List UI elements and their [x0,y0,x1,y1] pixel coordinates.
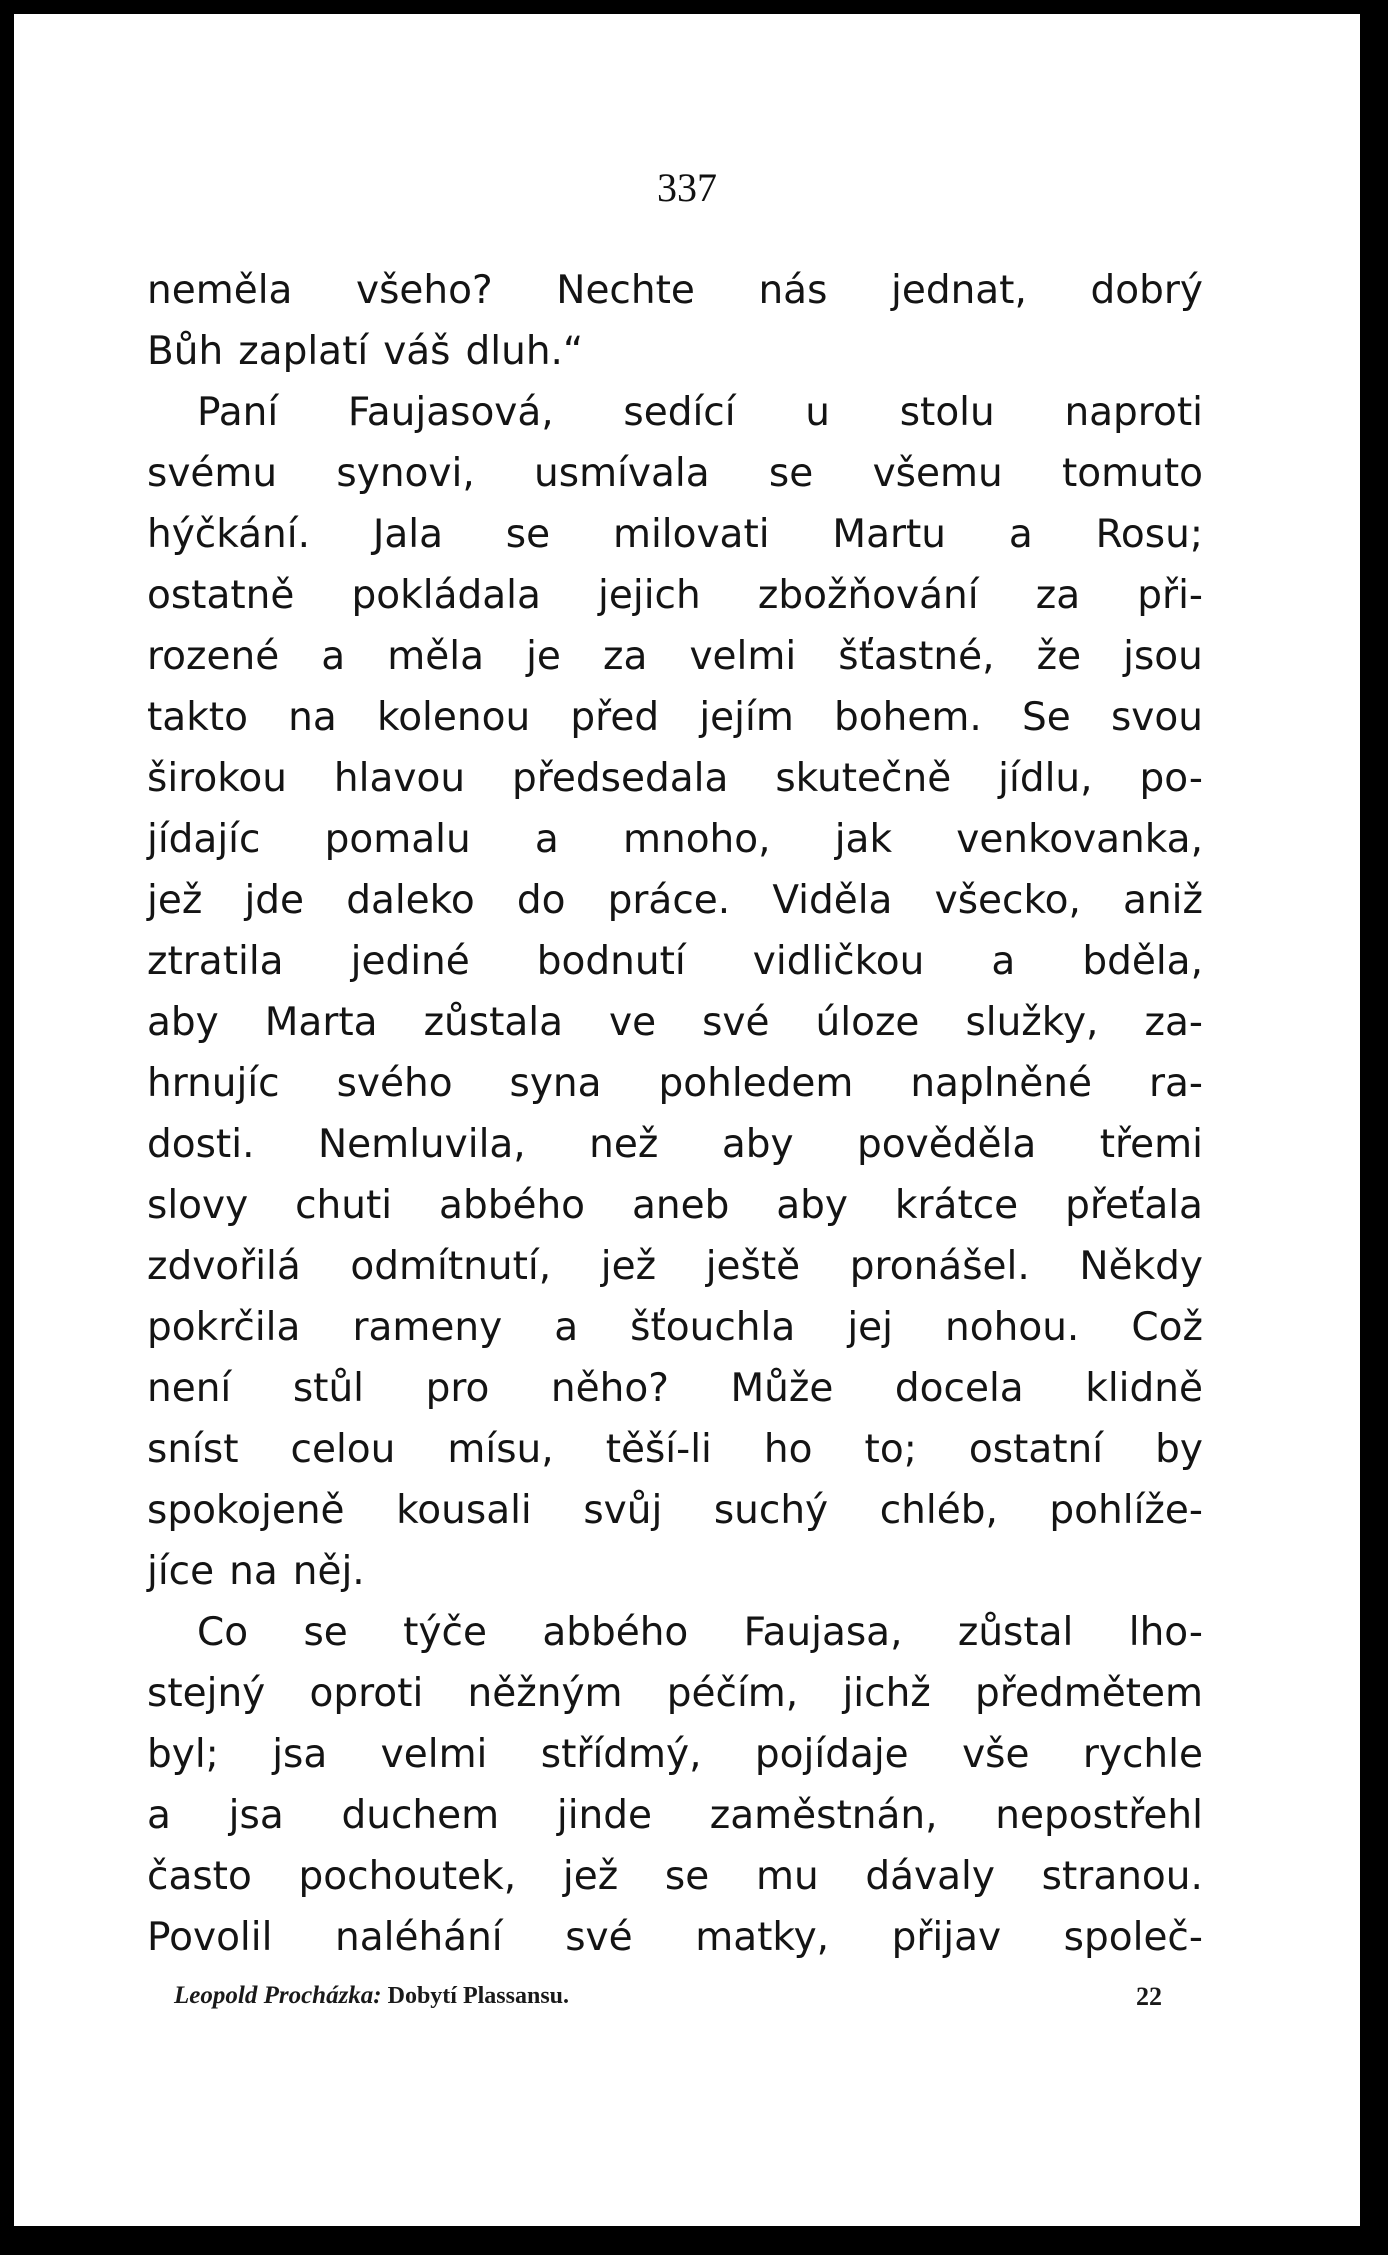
word: není [147,1366,232,1411]
word: se [303,1610,348,1655]
text-line [147,1541,1203,1602]
footer-book-title: Dobytí Plassansu. [387,1983,570,2009]
text-line [147,443,1203,504]
word: pokrčila [147,1305,301,1350]
word: a [321,634,346,679]
text-line [147,870,1203,931]
word: často [147,1854,252,1899]
word: matky, [695,1915,830,1960]
word: pohlíže- [1049,1488,1203,1533]
word: se [664,1854,710,1899]
word: jinde [556,1793,653,1838]
word: něj. [292,1549,365,1594]
word: odmítnutí, [350,1244,552,1289]
word: tomuto [1061,451,1203,496]
word: péčím, [666,1671,799,1716]
word: úloze [815,1000,920,1045]
word: že [1036,634,1082,679]
word: třemi [1099,1122,1203,1167]
word: usmívala [534,451,710,496]
word: kolenou [377,695,531,740]
word: stranou. [1041,1854,1203,1899]
word: do [516,878,566,923]
word: ho [763,1427,813,1472]
text-line [147,809,1203,870]
word: suchý [713,1488,829,1533]
word: přijav [891,1915,1002,1960]
text-line [147,992,1203,1053]
word: bohem. [834,695,982,740]
word: Viděla [772,878,893,923]
word: jsa [228,1793,284,1838]
word: jíce [147,1549,215,1594]
word: rameny [352,1305,503,1350]
word: Nemluvila, [317,1122,526,1167]
word: hrnujíc [147,1061,280,1106]
word: vidličkou [752,939,925,984]
word: své [702,1000,770,1045]
word: se [505,512,551,557]
word: celou [290,1427,396,1472]
word: jejím [699,695,794,740]
word: jsa [272,1732,328,1777]
word: Se [1021,695,1071,740]
word: Což [1131,1305,1203,1350]
word: a [147,1793,171,1838]
footer-signature-number: 22 [1136,1982,1162,2011]
word: syna [509,1061,602,1106]
page-number: 337 [657,165,717,210]
word: naplněné [910,1061,1092,1106]
word: Martu [832,512,947,557]
word: mnoho, [622,817,771,862]
word: pomalu [324,817,471,862]
word: krátce [894,1183,1019,1228]
word: vše [962,1732,1030,1777]
word: pro [425,1366,490,1411]
word: na [288,695,337,740]
word: abbého [542,1610,689,1655]
text-line [147,1785,1203,1846]
word: aby [721,1122,794,1167]
word: šťouchla [630,1305,796,1350]
word: přeťala [1065,1183,1203,1228]
word: za [603,634,648,679]
word: a [1008,512,1033,557]
word: se [768,451,814,496]
word: aby [147,1000,219,1045]
word: Bůh [147,329,224,374]
word: jediné [350,939,470,984]
text-line [147,1602,1203,1663]
word: jichž [842,1671,931,1716]
word: ve [609,1000,657,1045]
word: nás [758,268,828,313]
word: aby [776,1183,848,1228]
word: docela [894,1366,1024,1411]
word: za [1035,573,1081,618]
word: dávaly [865,1854,995,1899]
word: sníst [147,1427,239,1472]
word: jej [847,1305,893,1350]
word: společ- [1063,1915,1203,1960]
book-page [14,14,1360,2226]
text-line [147,1907,1203,1968]
word: Marta [264,1000,378,1045]
word: jež [562,1854,619,1899]
word: naproti [1064,390,1203,435]
word: před [570,695,660,740]
text-line [147,1114,1203,1175]
word: pokládala [351,573,541,618]
word: neměla [147,268,293,313]
text-line [147,626,1203,687]
word: naléhání [335,1915,503,1960]
word: by [1155,1427,1203,1472]
word: bodnutí [536,939,686,984]
word: Někdy [1079,1244,1203,1289]
word: váš [383,329,451,374]
word: při- [1137,573,1203,618]
word: abbého [439,1183,586,1228]
word: širokou [147,756,287,801]
text-line [147,382,1203,443]
word: měla [387,634,485,679]
word: pohledem [658,1061,854,1106]
text-line [147,1175,1203,1236]
word: oproti [309,1671,424,1716]
text-line [147,1297,1203,1358]
word: těší-li [605,1427,712,1472]
word: chuti [295,1183,393,1228]
word: něho? [550,1366,669,1411]
word: kousali [396,1488,532,1533]
word: Faujasa, [743,1610,903,1655]
word: aneb [631,1183,730,1228]
word: předmětem [975,1671,1203,1716]
word: jež [600,1244,657,1289]
text-line [147,931,1203,992]
word: klidně [1085,1366,1203,1411]
word: mu [755,1854,819,1899]
text-line [147,1358,1203,1419]
word: jídlu, [998,756,1093,801]
word: své [565,1915,633,1960]
word: za- [1144,1000,1203,1045]
word: Co [197,1610,249,1655]
word: milovati [612,512,770,557]
word: týče [403,1610,487,1655]
word: ostatně [147,573,295,618]
word: jež [147,878,203,923]
text-line [147,1724,1203,1785]
word: pojídaje [754,1732,909,1777]
word: byl; [147,1732,219,1777]
body-text [147,260,1203,1968]
word: rozené [147,634,280,679]
word: Rosu; [1095,512,1203,557]
word: dosti. [147,1122,255,1167]
word: lho- [1128,1610,1203,1655]
text-line [147,1663,1203,1724]
word: svému [147,451,278,496]
word: dluh.“ [465,329,584,374]
word: takto [147,695,248,740]
text-line [147,565,1203,626]
word: hýčkání. [147,512,310,557]
text-line [147,1236,1203,1297]
word: na [229,1549,278,1594]
word: velmi [689,634,797,679]
word: předsedala [512,756,729,801]
word: zaplatí [238,329,369,374]
word: jde [244,878,305,923]
page-footer [174,1982,1162,2022]
word: všeho? [356,268,493,313]
word: jsou [1123,634,1203,679]
word: všecko, [934,878,1081,923]
word: a [991,939,1016,984]
word: pronášel. [849,1244,1030,1289]
word: zůstal [957,1610,1074,1655]
word: Paní [197,390,279,435]
word: rychle [1082,1732,1203,1777]
word: střídmý, [540,1732,702,1777]
word: Jala [372,512,443,557]
word: pověděla [857,1122,1037,1167]
word: a [554,1305,579,1350]
text-line [147,1846,1203,1907]
word: pochoutek, [298,1854,517,1899]
word: jídajíc [147,817,261,862]
word: svého [336,1061,453,1106]
word: Nechte [556,268,695,313]
text-line [147,748,1203,809]
text-line [147,321,1203,382]
word: je [526,634,561,679]
word: služky, [965,1000,1099,1045]
word: u [805,390,830,435]
word: zůstala [423,1000,563,1045]
word: Povolil [147,1915,273,1960]
text-line [147,504,1203,565]
word: svou [1110,695,1203,740]
word: spokojeně [147,1488,345,1533]
word: jak [834,817,893,862]
word: stolu [899,390,995,435]
word: stůl [292,1366,364,1411]
text-line [147,1480,1203,1541]
word: stejný [147,1671,266,1716]
word: jednat, [890,268,1027,313]
word: duchem [341,1793,500,1838]
word: nohou. [945,1305,1080,1350]
word: chléb, [879,1488,998,1533]
word: něžným [467,1671,623,1716]
word: dobrý [1090,268,1203,313]
word: synovi, [336,451,475,496]
word: zdvořilá [147,1244,301,1289]
word: hlavou [333,756,466,801]
word: svůj [583,1488,663,1533]
word: to; [864,1427,917,1472]
word: nepostřehl [995,1793,1203,1838]
word: šťastné, [838,634,995,679]
word: ostatní [968,1427,1104,1472]
text-line [147,1419,1203,1480]
word: ještě [705,1244,801,1289]
word: venkovanka, [956,817,1203,862]
word: zaměstnán, [709,1793,938,1838]
word: ra- [1148,1061,1203,1106]
word: daleko [346,878,475,923]
word: všemu [872,451,1003,496]
word: mísu, [447,1427,554,1472]
word: a [534,817,559,862]
word: Může [730,1366,834,1411]
word: po- [1139,756,1203,801]
word: Faujasová, [347,390,554,435]
text-line [147,1053,1203,1114]
word: velmi [380,1732,488,1777]
word: práce. [607,878,731,923]
word: sedící [623,390,736,435]
word: skutečně [775,756,952,801]
text-line [147,260,1203,321]
word: jejich [598,573,701,618]
word: slovy [147,1183,249,1228]
word: než [589,1122,659,1167]
word: ztratila [147,939,284,984]
footer-author: Leopold Procházka: [174,1982,382,2009]
word: aniž [1123,878,1203,923]
word: bděla, [1082,939,1203,984]
text-line [147,687,1203,748]
word: zbožňování [757,573,979,618]
